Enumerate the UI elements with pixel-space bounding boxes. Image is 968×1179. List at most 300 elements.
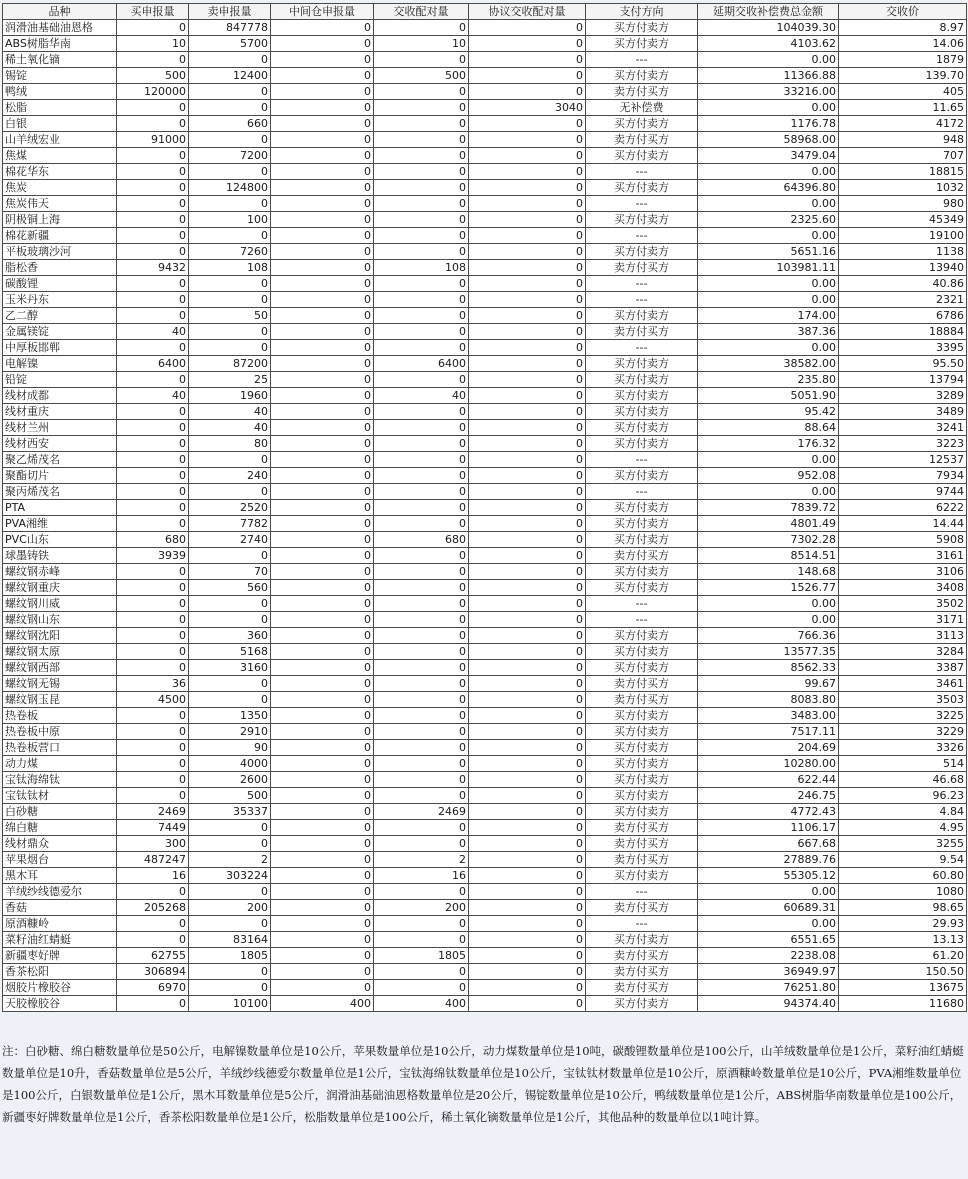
cell-matched-qty: 0 xyxy=(374,324,469,340)
cell-delivery-price: 980 xyxy=(839,196,967,212)
cell-sell-declared: 100 xyxy=(189,212,271,228)
table-row xyxy=(3,468,967,484)
cell-payment-direction: 买方付卖方 xyxy=(586,708,698,724)
cell-intermediate-declared: 0 xyxy=(271,564,374,580)
cell-intermediate-declared: 0 xyxy=(271,596,374,612)
cell-intermediate-declared: 0 xyxy=(271,772,374,788)
cell-variety: 平板玻璃沙河 xyxy=(3,244,117,260)
cell-variety: 鸭绒 xyxy=(3,84,117,100)
header-compensation-total: 延期交收补偿费总金额 xyxy=(698,4,839,20)
table-row xyxy=(3,340,967,356)
table-header-row xyxy=(3,4,967,20)
cell-compensation-total: 58968.00 xyxy=(698,132,839,148)
cell-compensation-total: 0.00 xyxy=(698,916,839,932)
cell-intermediate-declared: 0 xyxy=(271,708,374,724)
cell-delivery-price: 707 xyxy=(839,148,967,164)
cell-intermediate-declared: 0 xyxy=(271,100,374,116)
cell-agreement-matched-qty: 0 xyxy=(469,772,586,788)
cell-matched-qty: 16 xyxy=(374,868,469,884)
cell-matched-qty: 0 xyxy=(374,596,469,612)
cell-payment-direction: 卖方付买方 xyxy=(586,980,698,996)
header-agreement-matched-qty: 协议交收配对量 xyxy=(469,4,586,20)
table-row xyxy=(3,148,967,164)
cell-intermediate-declared: 0 xyxy=(271,180,374,196)
cell-payment-direction: 买方付卖方 xyxy=(586,500,698,516)
cell-buy-declared: 0 xyxy=(117,180,189,196)
cell-variety: 螺纹钢沈阳 xyxy=(3,628,117,644)
cell-agreement-matched-qty: 0 xyxy=(469,532,586,548)
cell-buy-declared: 7449 xyxy=(117,820,189,836)
cell-compensation-total: 8514.51 xyxy=(698,548,839,564)
cell-intermediate-declared: 0 xyxy=(271,372,374,388)
cell-agreement-matched-qty: 0 xyxy=(469,68,586,84)
cell-matched-qty: 2469 xyxy=(374,804,469,820)
table-row xyxy=(3,164,967,180)
cell-variety: 香菇 xyxy=(3,900,117,916)
cell-buy-declared: 0 xyxy=(117,916,189,932)
cell-variety: 脂松香 xyxy=(3,260,117,276)
cell-delivery-price: 1080 xyxy=(839,884,967,900)
cell-payment-direction: 买方付卖方 xyxy=(586,356,698,372)
cell-matched-qty: 0 xyxy=(374,580,469,596)
cell-compensation-total: 10280.00 xyxy=(698,756,839,772)
cell-agreement-matched-qty: 0 xyxy=(469,788,586,804)
table-row xyxy=(3,724,967,740)
cell-matched-qty: 0 xyxy=(374,692,469,708)
cell-matched-qty: 0 xyxy=(374,724,469,740)
cell-sell-declared: 0 xyxy=(189,484,271,500)
cell-payment-direction: 买方付卖方 xyxy=(586,740,698,756)
table-row xyxy=(3,948,967,964)
table-row xyxy=(3,932,967,948)
cell-delivery-price: 3171 xyxy=(839,612,967,628)
cell-intermediate-declared: 0 xyxy=(271,132,374,148)
cell-payment-direction: 买方付卖方 xyxy=(586,436,698,452)
cell-sell-declared: 0 xyxy=(189,292,271,308)
cell-matched-qty: 0 xyxy=(374,644,469,660)
cell-buy-declared: 0 xyxy=(117,452,189,468)
cell-compensation-total: 0.00 xyxy=(698,276,839,292)
table-row xyxy=(3,212,967,228)
cell-delivery-price: 98.65 xyxy=(839,900,967,916)
cell-compensation-total: 667.68 xyxy=(698,836,839,852)
cell-sell-declared: 500 xyxy=(189,788,271,804)
cell-sell-declared: 25 xyxy=(189,372,271,388)
cell-matched-qty: 0 xyxy=(374,148,469,164)
cell-buy-declared: 680 xyxy=(117,532,189,548)
cell-agreement-matched-qty: 0 xyxy=(469,964,586,980)
cell-delivery-price: 3502 xyxy=(839,596,967,612)
cell-sell-declared: 7200 xyxy=(189,148,271,164)
cell-payment-direction: --- xyxy=(586,276,698,292)
cell-variety: 球墨铸铁 xyxy=(3,548,117,564)
cell-compensation-total: 0.00 xyxy=(698,100,839,116)
cell-payment-direction: 买方付卖方 xyxy=(586,724,698,740)
cell-payment-direction: 买方付卖方 xyxy=(586,468,698,484)
cell-matched-qty: 6400 xyxy=(374,356,469,372)
table-row xyxy=(3,532,967,548)
cell-intermediate-declared: 0 xyxy=(271,452,374,468)
cell-buy-declared: 40 xyxy=(117,324,189,340)
table-row xyxy=(3,788,967,804)
cell-intermediate-declared: 0 xyxy=(271,148,374,164)
cell-buy-declared: 0 xyxy=(117,756,189,772)
cell-compensation-total: 36949.97 xyxy=(698,964,839,980)
cell-sell-declared: 4000 xyxy=(189,756,271,772)
cell-buy-declared: 3939 xyxy=(117,548,189,564)
cell-agreement-matched-qty: 0 xyxy=(469,340,586,356)
cell-payment-direction: --- xyxy=(586,228,698,244)
table-row xyxy=(3,612,967,628)
cell-variety: 聚酯切片 xyxy=(3,468,117,484)
cell-buy-declared: 0 xyxy=(117,52,189,68)
cell-matched-qty: 0 xyxy=(374,916,469,932)
cell-variety: 焦炭伟天 xyxy=(3,196,117,212)
cell-compensation-total: 0.00 xyxy=(698,612,839,628)
cell-matched-qty: 0 xyxy=(374,164,469,180)
table-body xyxy=(3,20,967,1012)
cell-variety: 螺纹钢太原 xyxy=(3,644,117,660)
cell-intermediate-declared: 0 xyxy=(271,52,374,68)
cell-variety: 碳酸锂 xyxy=(3,276,117,292)
cell-agreement-matched-qty: 0 xyxy=(469,164,586,180)
cell-payment-direction: 买方付卖方 xyxy=(586,308,698,324)
cell-buy-declared: 0 xyxy=(117,788,189,804)
cell-buy-declared: 0 xyxy=(117,996,189,1012)
cell-agreement-matched-qty: 0 xyxy=(469,244,586,260)
cell-buy-declared: 40 xyxy=(117,388,189,404)
cell-sell-declared: 35337 xyxy=(189,804,271,820)
cell-variety: 菜籽油红蜻蜓 xyxy=(3,932,117,948)
cell-agreement-matched-qty: 0 xyxy=(469,20,586,36)
cell-variety: 线材成都 xyxy=(3,388,117,404)
cell-compensation-total: 0.00 xyxy=(698,340,839,356)
table-row xyxy=(3,580,967,596)
cell-compensation-total: 76251.80 xyxy=(698,980,839,996)
cell-agreement-matched-qty: 0 xyxy=(469,84,586,100)
cell-compensation-total: 204.69 xyxy=(698,740,839,756)
cell-matched-qty: 0 xyxy=(374,20,469,36)
cell-intermediate-declared: 0 xyxy=(271,964,374,980)
cell-payment-direction: --- xyxy=(586,52,698,68)
cell-compensation-total: 0.00 xyxy=(698,884,839,900)
cell-intermediate-declared: 0 xyxy=(271,804,374,820)
cell-intermediate-declared: 0 xyxy=(271,580,374,596)
cell-variety: 螺纹钢无锡 xyxy=(3,676,117,692)
cell-delivery-price: 7934 xyxy=(839,468,967,484)
cell-sell-declared: 240 xyxy=(189,468,271,484)
table-row xyxy=(3,596,967,612)
cell-matched-qty: 400 xyxy=(374,996,469,1012)
table-row xyxy=(3,276,967,292)
cell-agreement-matched-qty: 0 xyxy=(469,388,586,404)
cell-buy-declared: 0 xyxy=(117,644,189,660)
cell-delivery-price: 3229 xyxy=(839,724,967,740)
cell-intermediate-declared: 0 xyxy=(271,612,374,628)
cell-matched-qty: 0 xyxy=(374,180,469,196)
cell-compensation-total: 3483.00 xyxy=(698,708,839,724)
cell-delivery-price: 3161 xyxy=(839,548,967,564)
cell-sell-declared: 0 xyxy=(189,84,271,100)
cell-variety: 线材重庆 xyxy=(3,404,117,420)
cell-agreement-matched-qty: 0 xyxy=(469,420,586,436)
cell-variety: 宝钛海绵钛 xyxy=(3,772,117,788)
cell-agreement-matched-qty: 3040 xyxy=(469,100,586,116)
cell-matched-qty: 0 xyxy=(374,276,469,292)
cell-payment-direction: --- xyxy=(586,452,698,468)
cell-matched-qty: 0 xyxy=(374,404,469,420)
cell-payment-direction: 买方付卖方 xyxy=(586,804,698,820)
cell-variety: 阴极铜上海 xyxy=(3,212,117,228)
cell-sell-declared: 2 xyxy=(189,852,271,868)
cell-intermediate-declared: 0 xyxy=(271,196,374,212)
table-row xyxy=(3,916,967,932)
cell-payment-direction: 卖方付买方 xyxy=(586,676,698,692)
cell-buy-declared: 0 xyxy=(117,740,189,756)
cell-payment-direction: 买方付卖方 xyxy=(586,244,698,260)
cell-intermediate-declared: 0 xyxy=(271,356,374,372)
cell-buy-declared: 0 xyxy=(117,340,189,356)
cell-intermediate-declared: 0 xyxy=(271,788,374,804)
cell-sell-declared: 303224 xyxy=(189,868,271,884)
cell-agreement-matched-qty: 0 xyxy=(469,948,586,964)
cell-buy-declared: 205268 xyxy=(117,900,189,916)
table-row xyxy=(3,884,967,900)
cell-buy-declared: 0 xyxy=(117,196,189,212)
cell-agreement-matched-qty: 0 xyxy=(469,820,586,836)
cell-compensation-total: 99.67 xyxy=(698,676,839,692)
cell-variety: 乙二醇 xyxy=(3,308,117,324)
cell-delivery-price: 514 xyxy=(839,756,967,772)
cell-agreement-matched-qty: 0 xyxy=(469,52,586,68)
cell-intermediate-declared: 0 xyxy=(271,404,374,420)
cell-payment-direction: 买方付卖方 xyxy=(586,580,698,596)
cell-payment-direction: 无补偿费 xyxy=(586,100,698,116)
cell-sell-declared: 83164 xyxy=(189,932,271,948)
cell-payment-direction: 卖方付买方 xyxy=(586,948,698,964)
cell-delivery-price: 3284 xyxy=(839,644,967,660)
cell-buy-declared: 0 xyxy=(117,20,189,36)
cell-agreement-matched-qty: 0 xyxy=(469,564,586,580)
cell-compensation-total: 11366.88 xyxy=(698,68,839,84)
cell-intermediate-declared: 0 xyxy=(271,228,374,244)
cell-intermediate-declared: 0 xyxy=(271,884,374,900)
cell-variety: 山羊绒宏业 xyxy=(3,132,117,148)
cell-buy-declared: 0 xyxy=(117,884,189,900)
cell-compensation-total: 64396.80 xyxy=(698,180,839,196)
cell-buy-declared: 306894 xyxy=(117,964,189,980)
cell-matched-qty: 0 xyxy=(374,452,469,468)
header-delivery-price: 交收价 xyxy=(839,4,967,20)
cell-payment-direction: 卖方付买方 xyxy=(586,84,698,100)
cell-buy-declared: 6970 xyxy=(117,980,189,996)
cell-matched-qty: 0 xyxy=(374,708,469,724)
table-row xyxy=(3,628,967,644)
cell-delivery-price: 29.93 xyxy=(839,916,967,932)
cell-buy-declared: 0 xyxy=(117,596,189,612)
table-row xyxy=(3,852,967,868)
cell-sell-declared: 0 xyxy=(189,340,271,356)
cell-matched-qty: 0 xyxy=(374,116,469,132)
cell-matched-qty: 1805 xyxy=(374,948,469,964)
cell-compensation-total: 1106.17 xyxy=(698,820,839,836)
cell-matched-qty: 0 xyxy=(374,196,469,212)
cell-compensation-total: 94374.40 xyxy=(698,996,839,1012)
cell-sell-declared: 0 xyxy=(189,836,271,852)
cell-compensation-total: 0.00 xyxy=(698,164,839,180)
cell-payment-direction: --- xyxy=(586,916,698,932)
cell-matched-qty: 0 xyxy=(374,772,469,788)
cell-variety: 动力煤 xyxy=(3,756,117,772)
cell-compensation-total: 2238.08 xyxy=(698,948,839,964)
cell-delivery-price: 9744 xyxy=(839,484,967,500)
cell-variety: 螺纹钢山东 xyxy=(3,612,117,628)
cell-intermediate-declared: 0 xyxy=(271,340,374,356)
table-row xyxy=(3,100,967,116)
cell-agreement-matched-qty: 0 xyxy=(469,372,586,388)
cell-buy-declared: 0 xyxy=(117,484,189,500)
cell-buy-declared: 0 xyxy=(117,276,189,292)
cell-payment-direction: 买方付卖方 xyxy=(586,388,698,404)
cell-agreement-matched-qty: 0 xyxy=(469,500,586,516)
cell-sell-declared: 50 xyxy=(189,308,271,324)
cell-agreement-matched-qty: 0 xyxy=(469,932,586,948)
cell-variety: PVC山东 xyxy=(3,532,117,548)
cell-sell-declared: 0 xyxy=(189,692,271,708)
cell-intermediate-declared: 0 xyxy=(271,420,374,436)
cell-compensation-total: 4103.62 xyxy=(698,36,839,52)
cell-payment-direction: --- xyxy=(586,340,698,356)
cell-variety: PVA湘维 xyxy=(3,516,117,532)
cell-agreement-matched-qty: 0 xyxy=(469,740,586,756)
cell-agreement-matched-qty: 0 xyxy=(469,660,586,676)
table-row xyxy=(3,20,967,36)
cell-compensation-total: 622.44 xyxy=(698,772,839,788)
cell-payment-direction: 买方付卖方 xyxy=(586,564,698,580)
cell-variety: 绵白糖 xyxy=(3,820,117,836)
cell-sell-declared: 0 xyxy=(189,916,271,932)
cell-intermediate-declared: 0 xyxy=(271,292,374,308)
header-buy-declared: 买申报量 xyxy=(117,4,189,20)
cell-buy-declared: 0 xyxy=(117,772,189,788)
cell-intermediate-declared: 0 xyxy=(271,724,374,740)
cell-agreement-matched-qty: 0 xyxy=(469,356,586,372)
cell-sell-declared: 1350 xyxy=(189,708,271,724)
cell-sell-declared: 7782 xyxy=(189,516,271,532)
cell-sell-declared: 360 xyxy=(189,628,271,644)
cell-buy-declared: 36 xyxy=(117,676,189,692)
cell-buy-declared: 0 xyxy=(117,404,189,420)
cell-agreement-matched-qty: 0 xyxy=(469,212,586,228)
cell-matched-qty: 0 xyxy=(374,964,469,980)
table-row xyxy=(3,84,967,100)
table-row xyxy=(3,420,967,436)
cell-buy-declared: 300 xyxy=(117,836,189,852)
header-matched-qty: 交收配对量 xyxy=(374,4,469,20)
table-row xyxy=(3,964,967,980)
cell-variety: 聚乙烯茂名 xyxy=(3,452,117,468)
cell-matched-qty: 0 xyxy=(374,548,469,564)
cell-variety: 棉花新疆 xyxy=(3,228,117,244)
cell-compensation-total: 0.00 xyxy=(698,228,839,244)
cell-sell-declared: 0 xyxy=(189,612,271,628)
cell-matched-qty: 40 xyxy=(374,388,469,404)
cell-sell-declared: 2600 xyxy=(189,772,271,788)
cell-variety: 棉花华东 xyxy=(3,164,117,180)
cell-agreement-matched-qty: 0 xyxy=(469,900,586,916)
cell-variety: 线材兰州 xyxy=(3,420,117,436)
cell-delivery-price: 3241 xyxy=(839,420,967,436)
cell-matched-qty: 0 xyxy=(374,100,469,116)
cell-compensation-total: 5051.90 xyxy=(698,388,839,404)
cell-intermediate-declared: 0 xyxy=(271,116,374,132)
cell-buy-declared: 0 xyxy=(117,212,189,228)
cell-compensation-total: 60689.31 xyxy=(698,900,839,916)
cell-delivery-price: 12537 xyxy=(839,452,967,468)
cell-matched-qty: 0 xyxy=(374,612,469,628)
cell-variety: 稀土氧化镝 xyxy=(3,52,117,68)
cell-variety: 螺纹钢玉昆 xyxy=(3,692,117,708)
cell-compensation-total: 5651.16 xyxy=(698,244,839,260)
cell-delivery-price: 8.97 xyxy=(839,20,967,36)
cell-matched-qty: 0 xyxy=(374,564,469,580)
cell-matched-qty: 200 xyxy=(374,900,469,916)
cell-sell-declared: 7260 xyxy=(189,244,271,260)
cell-sell-declared: 0 xyxy=(189,196,271,212)
cell-buy-declared: 0 xyxy=(117,148,189,164)
cell-agreement-matched-qty: 0 xyxy=(469,852,586,868)
cell-payment-direction: 卖方付买方 xyxy=(586,260,698,276)
cell-variety: 中厚板邯郸 xyxy=(3,340,117,356)
cell-delivery-price: 4.84 xyxy=(839,804,967,820)
cell-matched-qty: 0 xyxy=(374,676,469,692)
cell-intermediate-declared: 0 xyxy=(271,676,374,692)
cell-compensation-total: 0.00 xyxy=(698,292,839,308)
cell-agreement-matched-qty: 0 xyxy=(469,452,586,468)
cell-delivery-price: 4.95 xyxy=(839,820,967,836)
table-row xyxy=(3,292,967,308)
cell-compensation-total: 8083.80 xyxy=(698,692,839,708)
cell-matched-qty: 0 xyxy=(374,836,469,852)
cell-intermediate-declared: 0 xyxy=(271,164,374,180)
table-row xyxy=(3,52,967,68)
cell-intermediate-declared: 0 xyxy=(271,852,374,868)
table-row xyxy=(3,484,967,500)
cell-sell-declared: 0 xyxy=(189,228,271,244)
cell-matched-qty: 0 xyxy=(374,660,469,676)
cell-payment-direction: 卖方付买方 xyxy=(586,820,698,836)
cell-variety: PTA xyxy=(3,500,117,516)
cell-payment-direction: --- xyxy=(586,612,698,628)
cell-agreement-matched-qty: 0 xyxy=(469,996,586,1012)
cell-compensation-total: 2325.60 xyxy=(698,212,839,228)
cell-payment-direction: --- xyxy=(586,484,698,500)
cell-delivery-price: 60.80 xyxy=(839,868,967,884)
cell-compensation-total: 0.00 xyxy=(698,596,839,612)
cell-buy-declared: 0 xyxy=(117,164,189,180)
cell-delivery-price: 45349 xyxy=(839,212,967,228)
cell-compensation-total: 33216.00 xyxy=(698,84,839,100)
cell-payment-direction: 卖方付买方 xyxy=(586,900,698,916)
table-row xyxy=(3,244,967,260)
cell-sell-declared: 0 xyxy=(189,100,271,116)
cell-variety: 苹果烟台 xyxy=(3,852,117,868)
cell-agreement-matched-qty: 0 xyxy=(469,484,586,500)
table-row xyxy=(3,708,967,724)
cell-compensation-total: 174.00 xyxy=(698,308,839,324)
cell-intermediate-declared: 0 xyxy=(271,260,374,276)
cell-buy-declared: 0 xyxy=(117,244,189,260)
